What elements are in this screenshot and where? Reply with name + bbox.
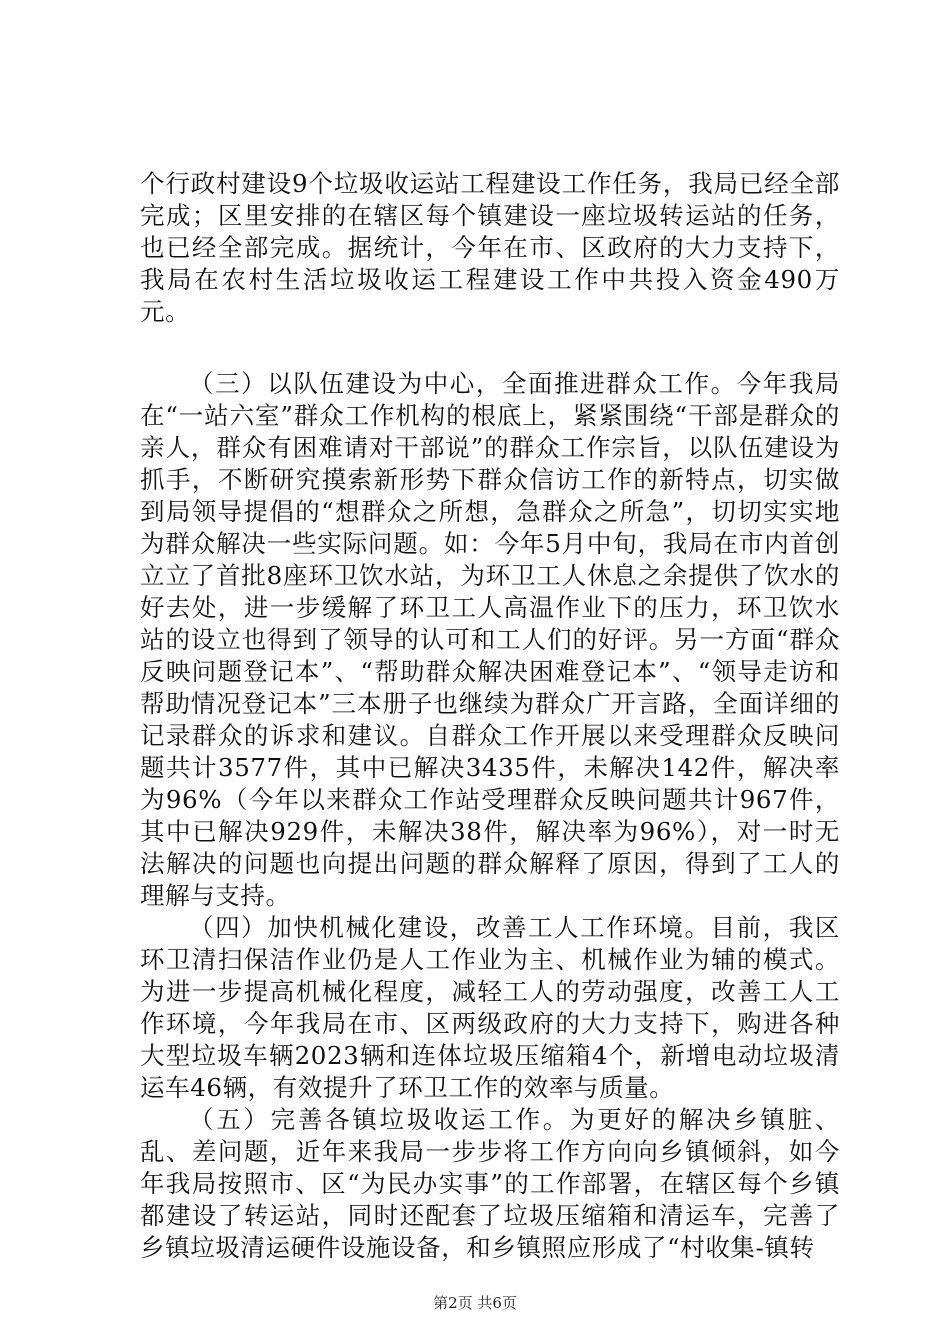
paragraph-section-3: （三）以队伍建设为中心，全面推进群众工作。今年我局在“一站六室”群众工作机构的根底上，紧紧围绕“干部是群众的亲人，群众有困难请对干部说”的群众工作宗旨，以队伍建设为抓手，不断研究摸索新形势下群众信访工作的新特点，切实做到局领导提倡的“想群众之所想，急群众之所急”，切切实实地为群众解决一些实际问题。如：今年5月中旬，我局在市内首创立立了首批8座环卫饮水站，为环卫工人休息之余提供了饮水的好去处，进一步缓解了环卫工人高温作业下的压力，环卫饮水站的设立也得到了领导的认可和工人们的好评。另一方面“群众反映问题登记本”、“帮助群众解决困难登记本”、“领导走访和帮助情况登记本”三本册子也继续为群众广开言路，全面详细的记录群众的诉求和建议。自群众工作开展以来受理群众反映问题共计3577件，其中已解决3435件，未解决142件，解决率为96%（今年以来群众工作站受理群众反映问题共计967件，其中已解决929件，未解决38件，解决率为96%），对一时无法解决的问题也向提出问题的群众解释了原因，得到了工人的理解与支持。: [140, 369, 840, 910]
paragraph-continuation: 个行政村建设9个垃圾收运站工程建设工作任务，我局已经全部完成；区里安排的在辖区每个镇建设一座垃圾转运站的任务，也已经全部完成。据统计，今年在市、区政府的大力支持下，我局在农村生活垃圾收运工程建设工作中共投入资金490万元。: [140, 169, 840, 326]
document-body: [140, 168, 840, 1264]
paragraph-section-4: （四）加快机械化建设，改善工人工作环境。目前，我区环卫清扫保洁作业仍是人工作业为主、机械作业为辅的模式。为进一步提高机械化程度，减轻工人的劳动强度，改善工人工作环境，今年我局在市、区两级政府的大力支持下，购进各种大型垃圾车辆2023辆和连体垃圾压缩箱4个，新增电动垃圾清运车46辆，有效提升了环卫工作的效率与质量。: [140, 913, 840, 1102]
page-footer: 第2页 共6页: [433, 1294, 517, 1312]
paragraph-gap: [140, 328, 840, 368]
paragraph-section-5: （五）完善各镇垃圾收运工作。为更好的解决乡镇脏、乱、差问题，近年来我局一步步将工作方向向乡镇倾斜，如今年我局按照市、区“为民办实事”的工作部署，在辖区每个乡镇都建设了转运站，同时还配套了垃圾压缩箱和清运车，完善了乡镇垃圾清运硬件设施设备，和乡镇照应形成了“村收集-镇转: [140, 1105, 840, 1262]
